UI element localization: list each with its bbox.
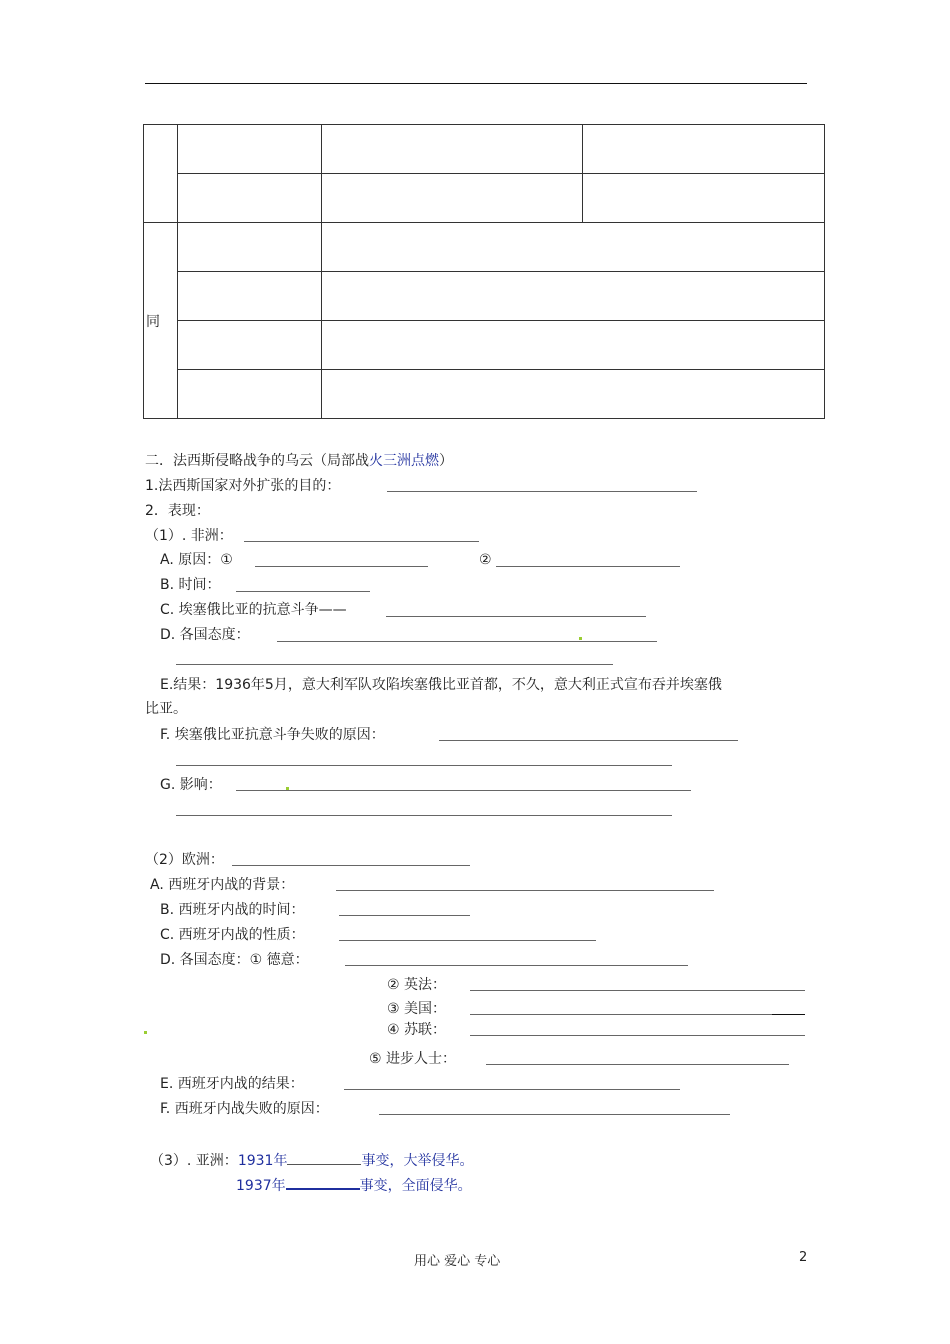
- answer-blank[interactable]: [287, 1150, 361, 1165]
- answer-blank[interactable]: [486, 1064, 789, 1065]
- answer-blank[interactable]: [176, 765, 672, 766]
- heading-highlight: 火三洲点燃: [369, 453, 439, 469]
- table-cell: [178, 223, 322, 272]
- table-cell: [322, 370, 825, 419]
- answer-blank[interactable]: [255, 566, 428, 567]
- question-1: 1.法西斯国家对外扩张的目的：: [145, 478, 341, 494]
- asia-1937-text: 事变，全面侵华。: [359, 1178, 472, 1194]
- answer-blank[interactable]: [286, 1174, 360, 1190]
- table-cell: [178, 370, 322, 419]
- africa-g: G. 影响：: [160, 777, 222, 793]
- asia-1931: 1931年: [237, 1153, 288, 1169]
- answer-blank[interactable]: [244, 541, 479, 542]
- answer-blank[interactable]: [387, 491, 697, 492]
- europe-f: F. 西班牙内战失败的原因：: [160, 1101, 329, 1117]
- table-cell: [583, 125, 825, 174]
- question-2: 2．表现：: [145, 503, 210, 519]
- europe-d3: ③ 美国：: [387, 1001, 447, 1017]
- table-cell: [178, 174, 322, 223]
- answer-blank[interactable]: [176, 664, 613, 665]
- table-side-cell: [144, 125, 178, 223]
- answer-blank[interactable]: [176, 815, 672, 816]
- africa-c: C. 埃塞俄比亚的抗意斗争——: [160, 602, 347, 618]
- asia-line1: [150, 1150, 473, 1170]
- table-cell: [322, 272, 825, 321]
- table-side-label: 同: [144, 223, 178, 419]
- answer-blank[interactable]: [232, 865, 470, 866]
- africa-title: （1）. 非洲：: [145, 528, 233, 544]
- answer-blank[interactable]: [379, 1114, 730, 1115]
- asia-title: （3）. 亚洲：: [150, 1153, 238, 1169]
- table-cell: [583, 174, 825, 223]
- answer-blank[interactable]: [439, 740, 738, 741]
- table-cell: [322, 321, 825, 370]
- answer-blank[interactable]: [470, 1014, 805, 1015]
- table-row: [144, 174, 825, 223]
- decorative-dot: [286, 787, 289, 790]
- africa-a2: ②: [479, 552, 492, 568]
- table-row: [144, 321, 825, 370]
- europe-title: （2）欧洲：: [145, 852, 224, 868]
- europe-b: B. 西班牙内战的时间：: [160, 902, 305, 918]
- table-cell: [178, 272, 322, 321]
- answer-blank[interactable]: [236, 790, 691, 791]
- section-heading: [145, 452, 453, 470]
- africa-b: B. 时间：: [160, 577, 221, 593]
- answer-blank[interactable]: [470, 990, 805, 991]
- answer-blank[interactable]: [277, 641, 657, 642]
- asia-line2: [236, 1174, 472, 1195]
- table-row: [144, 272, 825, 321]
- table-row: [144, 370, 825, 419]
- answer-blank[interactable]: [345, 965, 688, 966]
- asia-1937: 1937年: [236, 1178, 286, 1194]
- europe-c: C. 西班牙内战的性质：: [160, 927, 305, 943]
- answer-blank[interactable]: [496, 566, 680, 567]
- table-row: [144, 223, 825, 272]
- footer-motto: 用心 爱心 专心: [414, 1254, 501, 1269]
- africa-d: D. 各国态度：: [160, 627, 250, 643]
- table-row: [144, 125, 825, 174]
- heading-suffix: ）: [439, 453, 453, 469]
- comparison-table: [143, 124, 825, 419]
- africa-e-line2: 比亚。: [145, 701, 187, 717]
- answer-blank[interactable]: [386, 616, 646, 617]
- page-number: 2: [799, 1250, 808, 1265]
- table-cell: [178, 125, 322, 174]
- answer-blank-tail: [772, 1014, 805, 1015]
- answer-blank[interactable]: [339, 915, 470, 916]
- africa-e-line1: E.结果：1936年5月，意大利军队攻陷埃塞俄比亚首都，不久，意大利正式宣布吞并埃塞俄: [160, 677, 722, 693]
- answer-blank[interactable]: [470, 1035, 805, 1036]
- europe-d: D. 各国态度：① 德意：: [160, 952, 309, 968]
- decorative-dot: [579, 637, 582, 640]
- europe-e: E. 西班牙内战的结果：: [160, 1076, 304, 1092]
- answer-blank[interactable]: [336, 890, 714, 891]
- europe-d4: ④ 苏联：: [387, 1022, 447, 1038]
- africa-f: F. 埃塞俄比亚抗意斗争失败的原因：: [160, 727, 385, 743]
- answer-blank[interactable]: [339, 940, 596, 941]
- europe-a: A. 西班牙内战的背景：: [150, 877, 295, 893]
- africa-a: A. 原因：①: [160, 552, 233, 568]
- table-cell: [322, 174, 583, 223]
- table-cell: [322, 125, 583, 174]
- europe-d2: ② 英法：: [387, 977, 447, 993]
- decorative-dot: [144, 1031, 147, 1034]
- answer-blank[interactable]: [236, 591, 370, 592]
- heading-text: 二．法西斯侵略战争的乌云（局部战: [145, 453, 369, 469]
- asia-1931-text: 事变，大举侵华。: [361, 1153, 474, 1169]
- table-cell: [322, 223, 825, 272]
- answer-blank[interactable]: [344, 1089, 680, 1090]
- header-rule: [145, 83, 807, 84]
- table-cell: [178, 321, 322, 370]
- europe-d5: ⑤ 进步人士：: [369, 1051, 457, 1067]
